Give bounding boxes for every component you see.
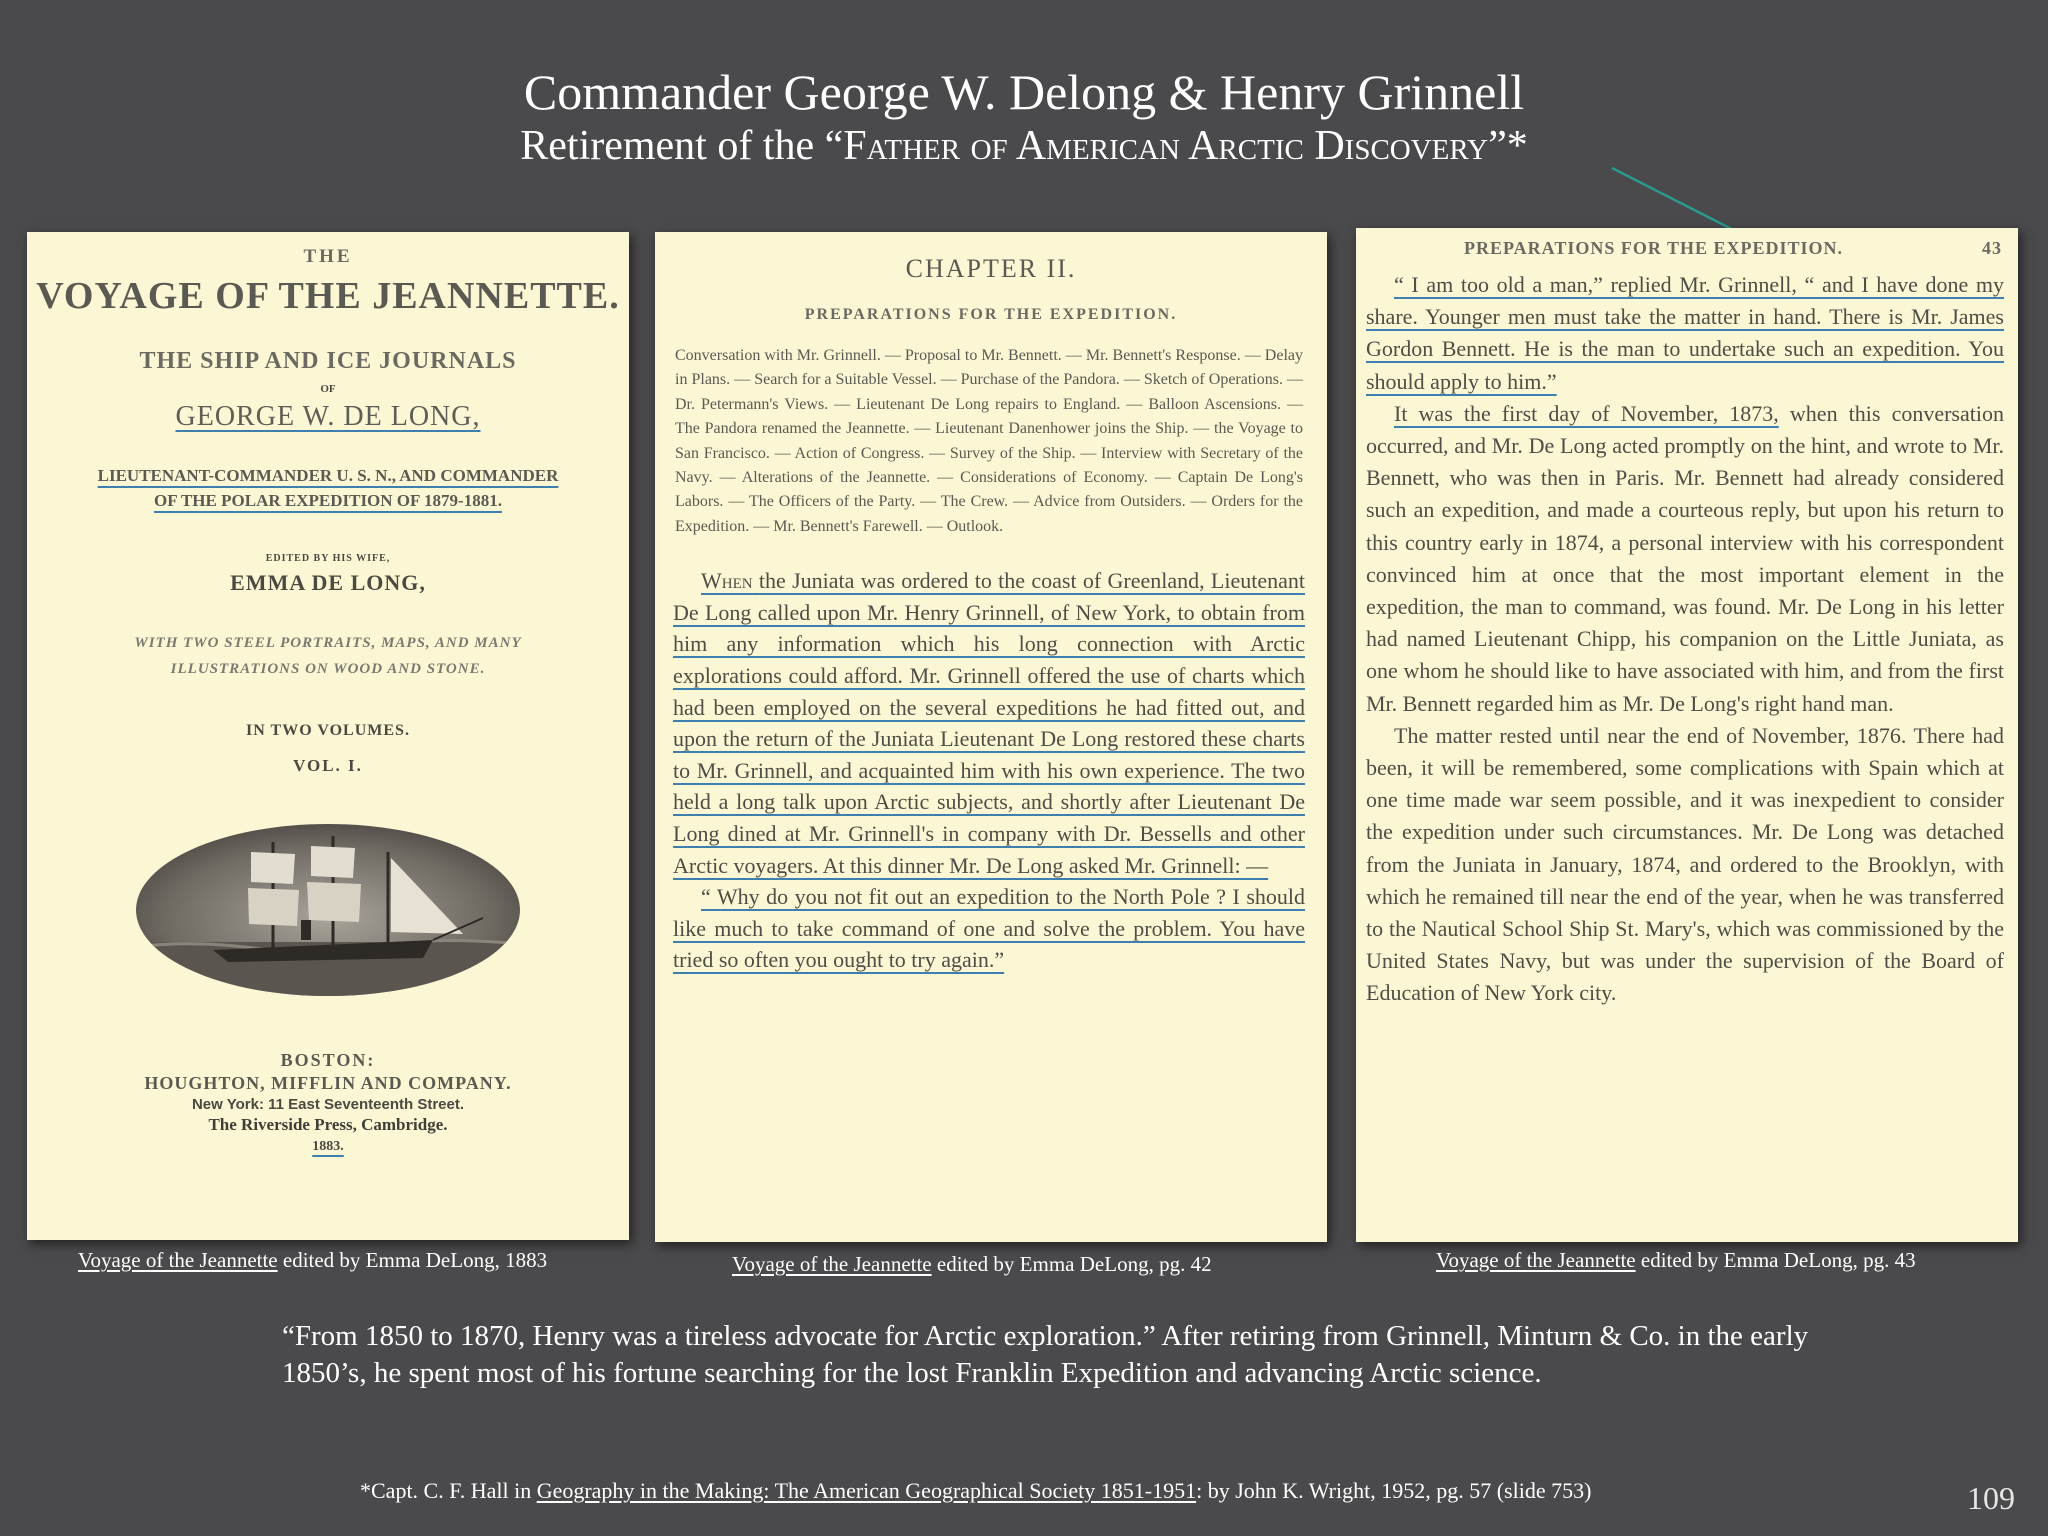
caption-3-rest: edited by Emma DeLong, pg. 43 <box>1635 1248 1916 1272</box>
rank-line-2: OF THE POLAR EXPEDITION OF 1879-1881. <box>154 491 502 510</box>
chapter-subheading: PREPARATIONS FOR THE EXPEDITION. <box>804 306 1178 323</box>
subtitle-caps: Father of American Arctic Discovery <box>843 123 1489 169</box>
running-head: PREPARATIONS FOR THE EXPEDITION. <box>1464 238 1844 258</box>
chapter-page-scan <box>655 232 1327 1242</box>
publisher-city: BOSTON: <box>280 1050 376 1070</box>
page43-paragraph-2-lead: It was the first day of November, 1873, <box>1394 400 1779 426</box>
chapter-paragraph-1: the Juniata was ordered to the coast of Greenland, Lieutenant De Long called upon Mr. Henry Grinnell, of New York, to obtain from him any information which his long connection with Arctic explorations could afford. Mr. Grinnell offered the use of charts which had been employed on the several expeditions he had fitted out, and upon the return of the Juniata Lieutenant De Long restored these charts to Mr. Grinnell, and acquainted him with his own experience. The two held a long talk upon Arctic subjects, and shortly after Lieutenant De Long dined at Mr. Grinnell's in company with Dr. Bessells and other Arctic voyagers. At this dinner Mr. De Long asked Mr. Grinnell: — <box>673 568 1305 878</box>
volume-number: VOL. I. <box>293 756 363 775</box>
caption-1-title[interactable]: Voyage of the Jeannette <box>78 1248 278 1272</box>
chapter-paragraph-2: “ Why do you not fit out an expedition to the North Pole ? I should like much to take command of one and solve the problem. You have tried so often you ought to try again.” <box>673 884 1305 973</box>
page43-paragraph-1: “ I am too old a man,” replied Mr. Grinnell, “ and I have done my share. Younger men must take the matter in hand. There is Mr. James Gordon Bennett. He is the man to undertake such an expedition. You should apply to him.” <box>1366 272 2004 394</box>
caption-3 <box>1436 1248 1916 1273</box>
caption-2-rest: edited by Emma DeLong, pg. 42 <box>931 1252 1212 1276</box>
page-43-number: 43 <box>1982 238 2002 258</box>
page43-paragraph-2: when this conversation occurred, and Mr. De Long acted promptly on the hint, and wrote to Mr. Bennett, who was then in Paris. Mr. Bennett had already considered such an expedition, and made a courteous reply, but upon his return to this country early in 1874, a personal interview with his correspondent convinced him at once that the most important element in the expedition, the man to command, was found. Mr. De Long in his letter had named Lieutenant Chipp, his companion on the Little Juniata, as one whom he should like to have associated with him, and from the first Mr. Bennett regarded him as Mr. De Long's right hand man. <box>1366 400 2004 716</box>
editor-name: EMMA DE LONG, <box>230 570 426 595</box>
chapter-body <box>673 565 1305 976</box>
edited-by: EDITED BY HIS WIFE, <box>265 553 391 564</box>
rank-line-1: LIEUTENANT-COMMANDER U. S. N., AND COMMANDER <box>97 466 559 485</box>
press-name: The Riverside Press, Cambridge. <box>208 1115 448 1134</box>
ship-engraving <box>133 822 523 998</box>
subtitle-suffix: ”* <box>1488 123 1528 169</box>
author-name: GEORGE W. DE LONG, <box>175 401 481 432</box>
caption-3-title[interactable]: Voyage of the Jeannette <box>1436 1248 1636 1272</box>
page-43-body <box>1366 269 2004 1010</box>
with-line-1: WITH TWO STEEL PORTRAITS, MAPS, AND MANY <box>134 635 522 651</box>
publisher-name: HOUGHTON, MIFFLIN AND COMPANY. <box>144 1073 512 1093</box>
caption-2 <box>732 1252 1212 1277</box>
caption-1 <box>78 1248 547 1273</box>
grinnell-quote: “From 1850 to 1870, Henry was a tireless advocate for Arctic exploration.” After retiring from Grinnell, Minturn & Co. in the early 1850’s, he spent most of his fortune searching for the lost Franklin Expedition and advancing Arctic science. <box>282 1320 1809 1389</box>
page-43-scan <box>1356 228 2018 1242</box>
with-line-2: ILLUSTRATIONS ON WOOD AND STONE. <box>170 661 486 677</box>
title-page-scan <box>27 232 629 1240</box>
publisher-address: New York: 11 East Seventeenth Street. <box>191 1096 465 1113</box>
footnote-suffix: : by John K. Wright, 1952, pg. 57 (slide 753) <box>1196 1478 1592 1503</box>
footnote-prefix: *Capt. C. F. Hall in <box>360 1478 537 1503</box>
chapter-heading: CHAPTER II. <box>905 254 1077 283</box>
book-title: VOYAGE OF THE JEANNETTE. <box>36 275 620 317</box>
book-subtitle: THE SHIP AND ICE JOURNALS <box>139 348 517 374</box>
chapter-summary: Conversation with Mr. Grinnell. — Proposal to Mr. Bennett. — Mr. Bennett's Response. — Delay in Plans. — Search for a Suitable Vessel. — Purchase of the Pandora. — Sketch of Operations. — Dr. Petermann's Views. — Lieutenant De Long repairs to England. — Balloon Ascensions. — The Pandora renamed the Jeannette. — Lieutenant Danenhower joins the Ship. — the Voyage to San Francisco. — Action of Congress. — Survey of the Ship. — Interview with Secretary of the Navy. — Alterations of the Jeannette. — Considerations of Economy. — Captain De Long's Labors. — The Officers of the Party. — The Crew. — Advice from Outsiders. — Orders for the Expedition. — Mr. Bennett's Farewell. — Outlook. <box>675 347 1303 535</box>
drop-word: When <box>701 568 753 594</box>
title-of: OF <box>320 383 336 395</box>
title-the: THE <box>303 246 353 267</box>
footnote <box>360 1478 1591 1504</box>
volumes: IN TWO VOLUMES. <box>246 722 410 739</box>
caption-1-rest: edited by Emma DeLong, 1883 <box>277 1248 548 1272</box>
subtitle-prefix: Retirement of the “ <box>520 123 844 169</box>
publication-year: 1883. <box>312 1139 344 1154</box>
slide-title: Commander George W. Delong & Henry Grinnell <box>523 64 1525 120</box>
footnote-source[interactable]: Geography in the Making: The American Geographical Society 1851-1951 <box>536 1478 1197 1503</box>
caption-2-title[interactable]: Voyage of the Jeannette <box>732 1252 932 1276</box>
slide-page-number: 109 <box>1967 1480 2015 1516</box>
page43-paragraph-3: The matter rested until near the end of November, 1876. There had been, it will be remembered, some complications with Spain which at one time made war seem possible, and it was inexpedient to consider the expedition under such circumstances. Mr. De Long was detached from the Juniata in January, 1874, and ordered to the Brooklyn, with which he remained till near the end of the year, when he was transferred to the Nautical School Ship St. Mary's, which was commissioned by the United States Navy, but was under the supervision of the Board of Education of New York city. <box>1366 722 2004 1006</box>
